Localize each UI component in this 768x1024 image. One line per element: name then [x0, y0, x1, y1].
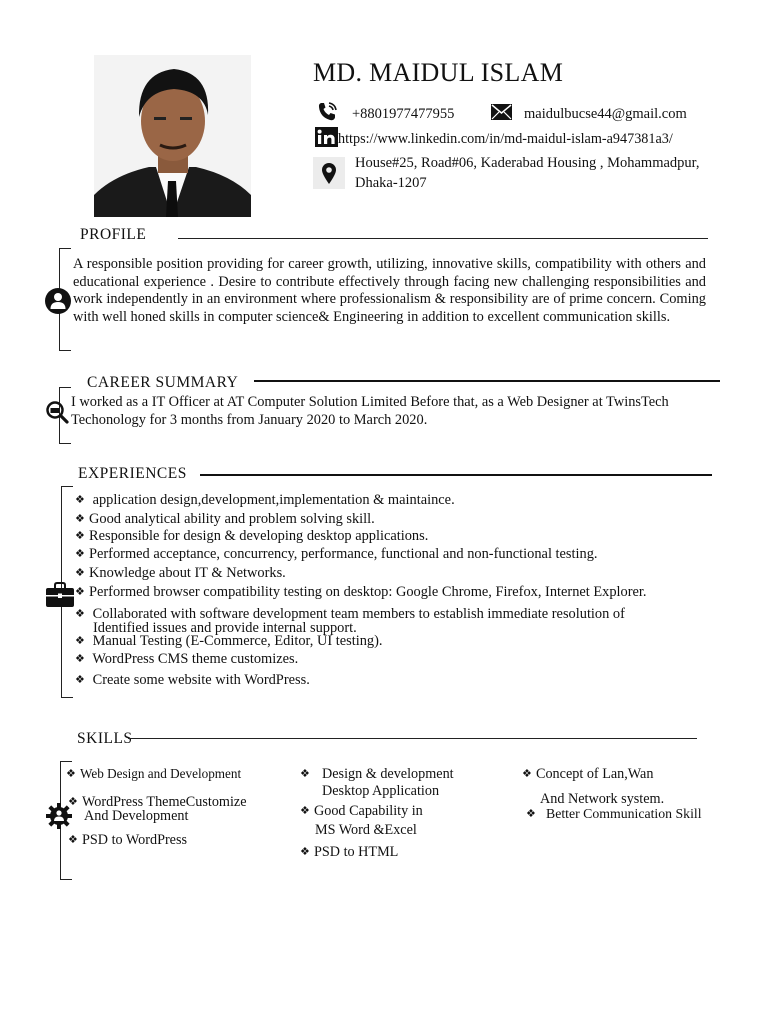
candidate-name: MD. MAIDUL ISLAM — [313, 58, 564, 87]
skill-wordpress-theme-continued: And Development — [84, 808, 189, 824]
skill-psd-to-wordpress: ❖ PSD to WordPress — [68, 832, 188, 848]
career-summary-text: I worked as a IT Officer at AT Computer Solution Limited Before that, as a Web Designer at TwinsTech Techonology for 3 months from January 2020 to March 2020. — [71, 394, 669, 428]
skill-psd-to-html: ❖ PSD to HTML — [300, 844, 399, 860]
experiences-heading: EXPERIENCES — [78, 465, 187, 482]
profile-bracket-top — [59, 248, 71, 249]
bullet-diamond-icon: ❖ — [300, 768, 310, 780]
skill-ms-office-continued: MS Word &Excel — [315, 822, 417, 838]
bullet-diamond-icon: ❖ — [300, 805, 310, 817]
bullet-diamond-icon: ❖ — [75, 674, 85, 686]
bullet-diamond-icon: ❖ — [75, 548, 85, 560]
experience-item-1: ❖ application design,development,implementation & maintaince. — [75, 492, 455, 508]
experiences-divider — [200, 474, 712, 476]
experience-item-6: ❖ Performed browser compatibility testing on desktop: Google Chrome, Firefox, Internet Explorer. — [75, 584, 647, 600]
bullet-diamond-icon: ❖ — [75, 567, 85, 579]
linkedin-url[interactable]: https://www.linkedin.com/in/md-maidul-islam-a947381a3/ — [338, 131, 673, 147]
bullet-diamond-icon: ❖ — [75, 530, 85, 542]
experience-item-3: ❖ Responsible for design & developing desktop applications. — [75, 528, 429, 544]
mail-icon — [491, 104, 512, 120]
bullet-diamond-icon: ❖ — [75, 635, 85, 647]
profile-text: A responsible position providing for career growth, utilizing, innovative skills, compatibility with others and educational experience . Desire to contribute effectively through facing new challenging responsibilities and work independently in an environment where professionalism & responsibility are of prime concern. Coming with well honed skills in computer science& Engineering in addition to excellent communication skills. — [73, 256, 706, 325]
phone-number[interactable]: +8801977477955 — [352, 106, 455, 122]
person-photo-icon — [94, 55, 251, 217]
skill-desktop-design-continued: Desktop Application — [322, 783, 440, 799]
career-summary-heading: CAREER SUMMARY — [87, 374, 239, 391]
skill-communication: ❖ Better Communication Skill — [526, 806, 702, 821]
bullet-diamond-icon: ❖ — [75, 608, 85, 620]
skills-heading: SKILLS — [77, 730, 133, 747]
skill-desktop-design: ❖ Design & development — [300, 766, 454, 782]
skill-web-design: ❖ Web Design and Development — [66, 766, 242, 781]
bullet-diamond-icon: ❖ — [75, 494, 85, 506]
career-divider — [254, 380, 720, 382]
bullet-diamond-icon: ❖ — [526, 808, 536, 820]
location-pin-icon — [313, 157, 345, 189]
experience-item-9: ❖ WordPress CMS theme customizes. — [75, 651, 299, 667]
skills-bracket-top — [60, 761, 72, 762]
briefcase-icon — [45, 582, 75, 608]
email-address[interactable]: maidulbucse44@gmail.com — [524, 106, 687, 122]
user-icon — [45, 288, 71, 314]
skill-ms-office: ❖ Good Capability in — [300, 803, 423, 819]
career-search-icon — [44, 400, 70, 424]
experience-item-8: ❖ Manual Testing (E-Commerce, Editor, UI testing). — [75, 633, 383, 649]
profile-divider — [178, 238, 708, 239]
experience-item-5: ❖ Knowledge about IT & Networks. — [75, 565, 286, 581]
skill-networking: ❖ Concept of Lan,Wan — [522, 766, 654, 782]
skill-wordpress-theme: ❖ WordPress ThemeCustomize — [68, 794, 247, 810]
skills-divider — [128, 738, 697, 739]
career-bracket-bottom — [59, 443, 71, 444]
bullet-diamond-icon: ❖ — [522, 768, 532, 780]
address-line-1: House#25, Road#06, Kaderabad Housing , Mohammadpur, — [355, 155, 700, 171]
profile-bracket-bottom — [59, 350, 71, 351]
bullet-diamond-icon: ❖ — [75, 586, 85, 598]
experience-item-7-continued: Identified issues and provide internal support. — [93, 620, 357, 636]
bullet-diamond-icon: ❖ — [66, 768, 76, 780]
address-line-2: Dhaka-1207 — [355, 175, 427, 191]
skills-bracket-bottom — [60, 879, 72, 880]
profile-heading: PROFILE — [80, 226, 147, 243]
experience-item-2: ❖ Good analytical ability and problem solving skill. — [75, 511, 375, 527]
bullet-diamond-icon: ❖ — [68, 796, 78, 808]
experience-item-4: ❖ Performed acceptance, concurrency, performance, functional and non-functional testing. — [75, 546, 598, 562]
experiences-bracket-top — [61, 486, 73, 487]
career-bracket-top — [59, 387, 71, 388]
phone-icon — [315, 100, 339, 124]
experiences-bracket-bottom — [61, 697, 73, 698]
experience-item-10: ❖ Create some website with WordPress. — [75, 672, 310, 688]
experience-item-7: ❖ Collaborated with software development team members to establish immediate resolution of — [75, 606, 625, 622]
linkedin-icon — [315, 127, 338, 147]
bullet-diamond-icon: ❖ — [300, 846, 310, 858]
profile-photo — [94, 55, 251, 217]
bullet-diamond-icon: ❖ — [75, 653, 85, 665]
skill-networking-continued: And Network system. — [540, 791, 665, 807]
bullet-diamond-icon: ❖ — [75, 513, 85, 525]
bullet-diamond-icon: ❖ — [68, 834, 78, 846]
